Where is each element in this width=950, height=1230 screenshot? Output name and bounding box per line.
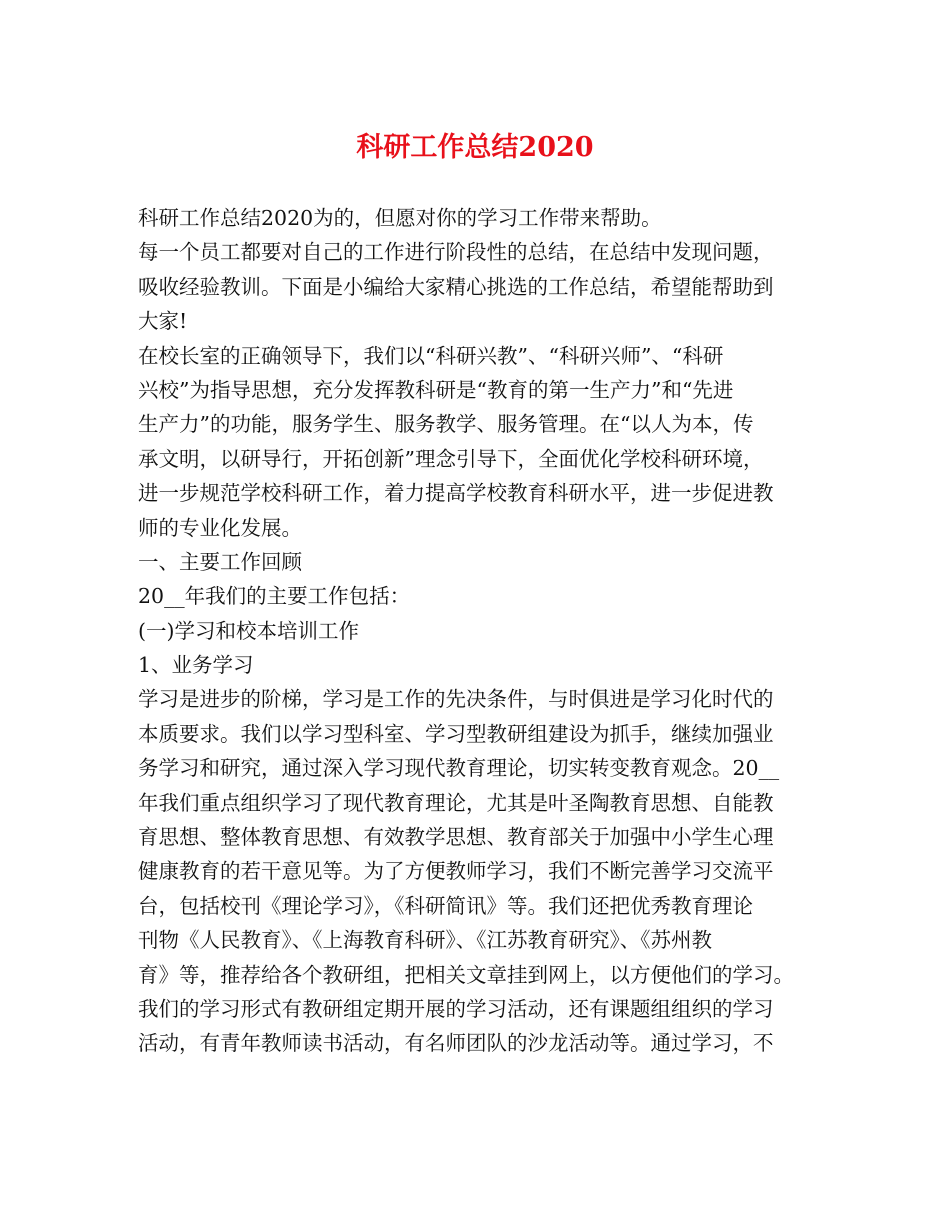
- body-line: 育》等，推荐给各个教研组，把相关文章挂到网上，以方便他们的学习。: [138, 962, 794, 987]
- body-line: 台，包括校刊《理论学习》，《科研简讯》等。我们还把优秀教育理论: [138, 893, 753, 918]
- body-line: 大家!: [138, 309, 188, 334]
- body-line: 生产力”的功能，服务学生、服务教学、服务管理。在“以人为本，传: [138, 412, 754, 437]
- body-line: 吸收经验教训。下面是小编给大家精心挑选的工作总结，希望能帮助到: [138, 274, 774, 299]
- body-line: 承文明，以研导行，开拓创新”理念引导下，全面优化学校科研环境，: [138, 446, 764, 471]
- body-line: 学习是进步的阶梯，学习是工作的先决条件，与时俱进是学习化时代的: [138, 687, 774, 712]
- subsection-heading: (一)学习和校本培训工作: [138, 618, 359, 643]
- body-line: 在校长室的正确领导下，我们以“科研兴教”、“科研兴师”、“科研: [138, 343, 724, 368]
- body-line: 本质要求。我们以学习型科室、学习型教研组建设为抓手，继续加强业: [138, 721, 774, 746]
- body-line: 健康教育的若干意见等。为了方便教师学习，我们不断完善学习交流平: [138, 859, 774, 884]
- body-line: 刊物《人民教育》、《上海教育科研》、《江苏教育研究》、《苏州教: [138, 928, 712, 953]
- body-line: 活动，有青年教师读书活动，有名师团队的沙龙活动等。通过学习，不: [138, 1031, 774, 1056]
- document-title: 科研工作总结2020: [356, 132, 594, 163]
- section-heading: 一、主要工作回顾: [138, 549, 302, 574]
- document-body: [138, 201, 828, 1061]
- subsection-heading: 1、业务学习: [138, 653, 254, 678]
- body-line: 年我们重点组织学习了现代教育理论，尤其是叶圣陶教育思想、自能教: [138, 790, 774, 815]
- body-line: 20__年我们的主要工作包括：: [138, 584, 411, 609]
- body-line: 育思想、整体教育思想、有效教学思想、教育部关于加强中小学生心理: [138, 825, 774, 850]
- body-line: 师的专业化发展。: [138, 515, 302, 540]
- body-line: 每一个员工都要对自己的工作进行阶段性的总结，在总结中发现问题，: [138, 240, 774, 265]
- body-line: 科研工作总结2020为的，但愿对你的学习工作带来帮助。: [138, 206, 662, 230]
- body-line: 务学习和研究，通过深入学习现代教育理论，切实转变教育观念。20__: [138, 756, 780, 781]
- body-line: 我们的学习形式有教研组定期开展的学习活动，还有课题组组织的学习: [138, 996, 774, 1021]
- body-line: 进一步规范学校科研工作，着力提高学校教育科研水平，进一步促进教: [138, 481, 774, 506]
- body-line: 兴校”为指导思想，充分发挥教科研是“教育的第一生产力”和“先进: [138, 377, 734, 402]
